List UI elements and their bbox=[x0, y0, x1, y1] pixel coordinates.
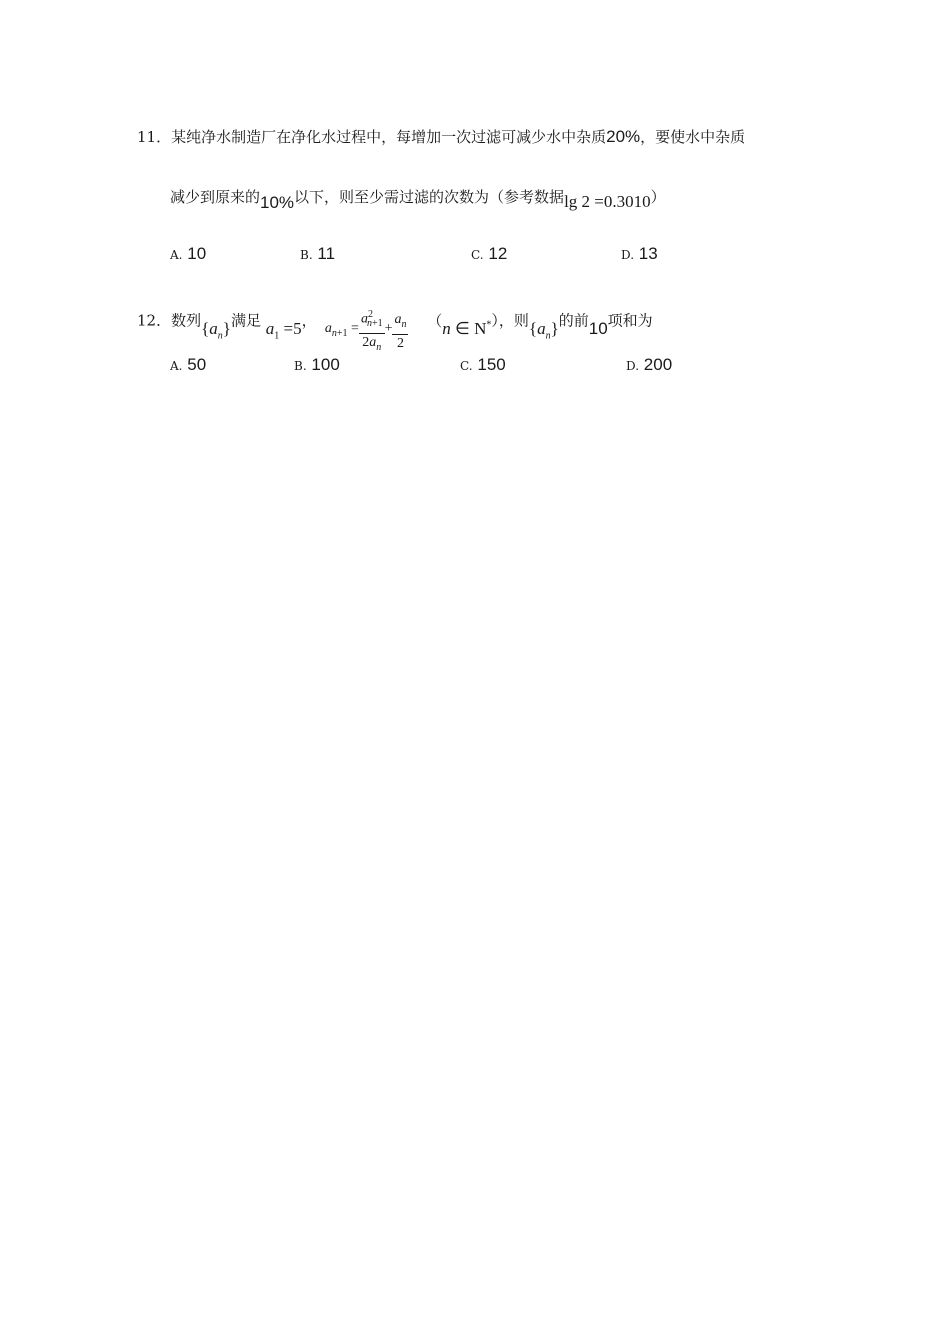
option-letter: B. bbox=[294, 359, 307, 373]
q12-count-ten: 10 bbox=[588, 318, 608, 338]
q12-fraction-1: $\frac{a^2_{n+1}}{2a_n}$ bbox=[359, 306, 385, 357]
q11-number: 11． bbox=[137, 128, 172, 146]
q12-line1 bbox=[137, 296, 653, 354]
q12-domain: n ∈ N* bbox=[442, 318, 492, 338]
q11-option-a bbox=[170, 244, 206, 264]
option-value: 50 bbox=[187, 355, 207, 374]
option-letter: D. bbox=[626, 359, 640, 373]
q11-stem-part4: 以下，则至少需过滤的次数为（参考数据 bbox=[294, 188, 565, 206]
option-value: 10 bbox=[187, 244, 207, 263]
option-letter: C. bbox=[460, 359, 473, 373]
q12-option-b bbox=[294, 355, 340, 375]
q12-text-3: （ bbox=[427, 311, 443, 330]
q12-comma: ， bbox=[301, 311, 317, 330]
q12-sequence-an: $\{a_n\}$ bbox=[201, 318, 231, 342]
q11-reference-formula: lg 2 =0.3010 bbox=[564, 192, 651, 211]
q12-text-1: 数列 bbox=[171, 311, 202, 330]
q11-stem-part2: ，要使水中杂质 bbox=[640, 128, 746, 146]
option-letter: B. bbox=[300, 248, 313, 262]
q12-text-6: 项和为 bbox=[607, 311, 653, 330]
q11-percent-10: 10% bbox=[260, 193, 295, 212]
q12-recurrence-lhs: $a_{n+1}$ = bbox=[324, 320, 359, 339]
q12-fraction-2: $\frac{a_n}{2}$ bbox=[394, 311, 407, 351]
q12-option-a bbox=[170, 355, 206, 375]
q11-option-b bbox=[300, 244, 335, 264]
q12-plus: + bbox=[384, 320, 393, 336]
q11-percent-20: 20% bbox=[606, 127, 641, 146]
option-letter: A. bbox=[170, 359, 183, 373]
option-letter: A. bbox=[170, 248, 183, 262]
option-letter: D. bbox=[621, 248, 635, 262]
q12-text-4: ），则 bbox=[491, 311, 529, 330]
option-value: 13 bbox=[638, 244, 658, 263]
q12-number: 12． bbox=[137, 311, 172, 330]
q12-option-d bbox=[626, 355, 672, 375]
q12-initial-term: $a_1 =5$ bbox=[265, 318, 302, 342]
q11-line1 bbox=[137, 126, 745, 147]
q12-option-c bbox=[460, 355, 506, 375]
q12-text-2: 满足 bbox=[230, 311, 261, 330]
q11-option-c bbox=[471, 244, 507, 264]
q12-text-5: 的前 bbox=[558, 311, 589, 330]
q12-sequence-an-2: $\{a_n\}$ bbox=[528, 318, 559, 342]
option-value: 11 bbox=[317, 244, 336, 263]
option-value: 12 bbox=[488, 244, 508, 263]
q11-line2 bbox=[170, 186, 666, 212]
q11-stem-part3: 减少到原来的 bbox=[170, 188, 261, 206]
q11-option-d bbox=[621, 244, 658, 264]
q11-stem-part1: 某纯净水制造厂在净化水过程中，每增加一次过滤可减少水中杂质 bbox=[171, 128, 607, 146]
q11-close-paren: ） bbox=[650, 188, 666, 206]
option-value: 200 bbox=[643, 355, 673, 374]
q12-initial-value: =5 bbox=[283, 318, 302, 338]
option-value: 150 bbox=[477, 355, 506, 374]
option-letter: C. bbox=[471, 248, 484, 262]
option-value: 100 bbox=[311, 355, 340, 374]
